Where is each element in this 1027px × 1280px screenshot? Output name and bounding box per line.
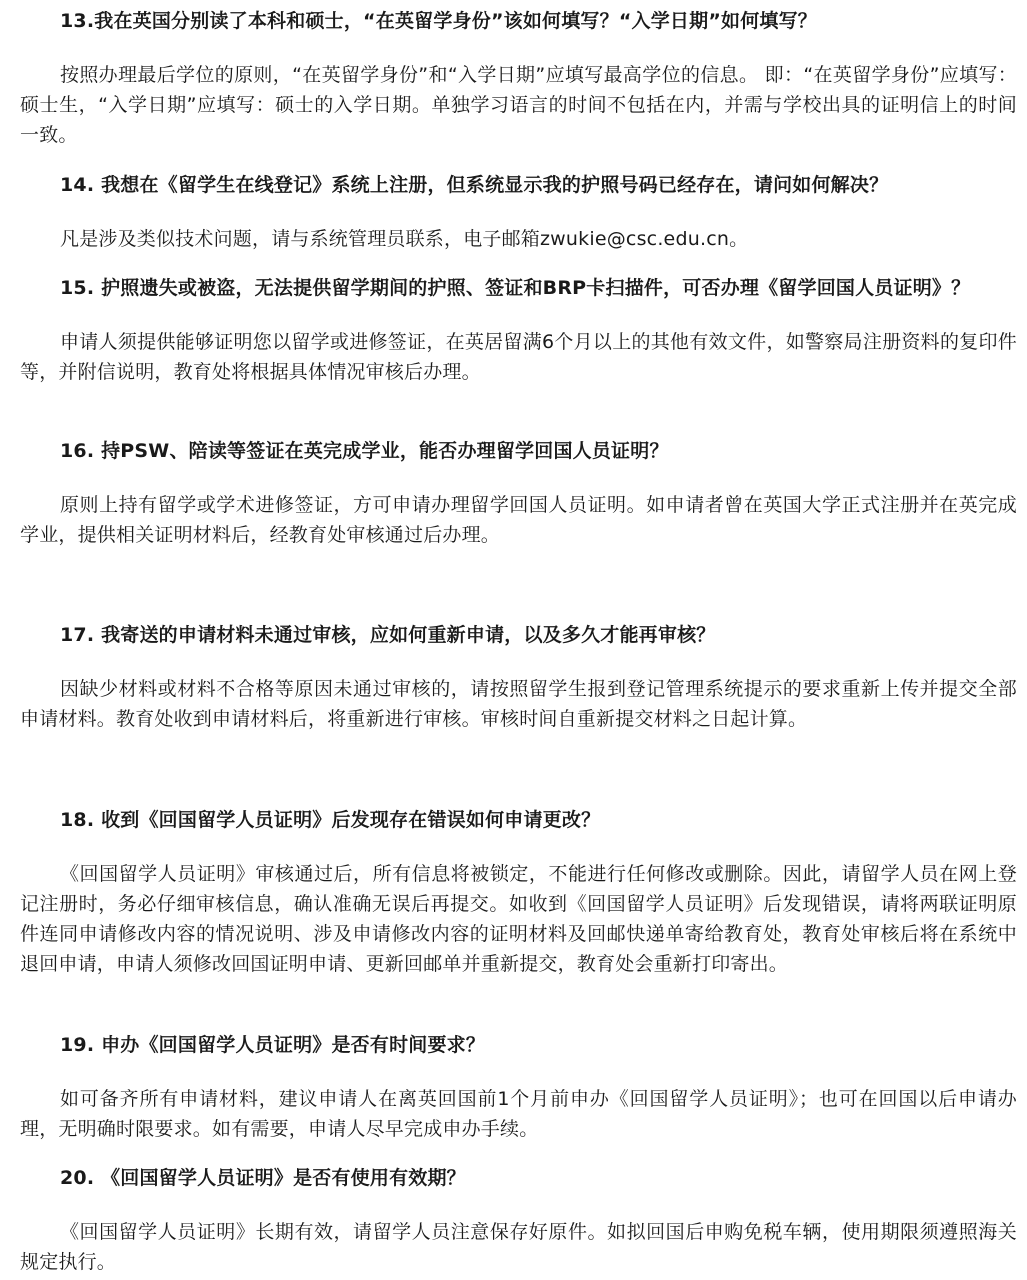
faq-question: 15. 护照遗失或被盗，无法提供留学期间的护照、签证和BRP卡扫描件，可否办理《留学回国人员证明》？	[60, 277, 971, 299]
faq-question: 13.我在英国分别读了本科和硕士，“在英留学身份”该如何填写？“入学日期”如何填写？	[60, 10, 818, 32]
faq-item-20	[20, 1163, 1017, 1277]
faq-answer: 如可备齐所有申请材料，建议申请人在离英回国前1个月前申办《回国留学人员证明》；也可在回国以后申请办理，无明确时限要求。如有需要，申请人尽早完成申办手续。	[20, 1088, 1017, 1140]
faq-item-13	[20, 6, 1017, 150]
faq-item-16	[20, 436, 1017, 550]
faq-question: 20. 《回国留学人员证明》是否有使用有效期？	[60, 1167, 466, 1189]
faq-item-15	[20, 273, 1017, 387]
faq-item-19	[20, 1030, 1017, 1144]
faq-question: 16. 持PSW、陪读等签证在英完成学业，能否办理留学回国人员证明？	[60, 440, 669, 462]
faq-item-18	[20, 805, 1017, 979]
faq-answer: 因缺少材料或材料不合格等原因未通过审核的，请按照留学生报到登记管理系统提示的要求重新上传并提交全部申请材料。教育处收到申请材料后，将重新进行审核。审核时间自重新提交材料之日起计算。	[20, 678, 1017, 730]
faq-answer: 按照办理最后学位的原则，“在英留学身份”和“入学日期”应填写最高学位的信息。 即：“在英留学身份”应填写：硕士生，“入学日期”应填写：硕士的入学日期。单独学习语言的时间不包括在内，并需与学校出具的证明信上的时间一致。	[20, 64, 1017, 146]
faq-item-14	[20, 170, 1017, 254]
faq-answer: 申请人须提供能够证明您以留学或进修签证，在英居留满6个月以上的其他有效文件，如警察局注册资料的复印件等，并附信说明，教育处将根据具体情况审核后办理。	[20, 331, 1017, 383]
faq-item-17	[20, 620, 1017, 734]
faq-answer: 凡是涉及类似技术问题，请与系统管理员联系，电子邮箱zwukie@csc.edu.cn。	[60, 228, 749, 250]
faq-question: 18. 收到《回国留学人员证明》后发现存在错误如何申请更改？	[60, 809, 601, 831]
faq-answer: 原则上持有留学或学术进修签证，方可申请办理留学回国人员证明。如申请者曾在英国大学正式注册并在英完成学业，提供相关证明材料后，经教育处审核通过后办理。	[20, 494, 1017, 546]
faq-question: 19. 申办《回国留学人员证明》是否有时间要求？	[60, 1034, 486, 1056]
faq-question: 14. 我想在《留学生在线登记》系统上注册，但系统显示我的护照号码已经存在，请问如何解决？	[60, 174, 889, 196]
faq-question: 17. 我寄送的申请材料未通过审核，应如何重新申请，以及多久才能再审核？	[60, 624, 716, 646]
faq-answer: 《回国留学人员证明》长期有效，请留学人员注意保存好原件。如拟回国后申购免税车辆，使用期限须遵照海关规定执行。	[20, 1221, 1017, 1273]
faq-answer: 《回国留学人员证明》审核通过后，所有信息将被锁定，不能进行任何修改或删除。因此，请留学人员在网上登记注册时，务必仔细审核信息，确认准确无误后再提交。如收到《回国留学人员证明》后发现错误，请将两联证明原件连同申请修改内容的情况说明、涉及申请修改内容的证明材料及回邮快递单寄给教育处，教育处审核后将在系统中退回申请，申请人须修改回国证明申请、更新回邮单并重新提交，教育处会重新打印寄出。	[20, 863, 1017, 975]
